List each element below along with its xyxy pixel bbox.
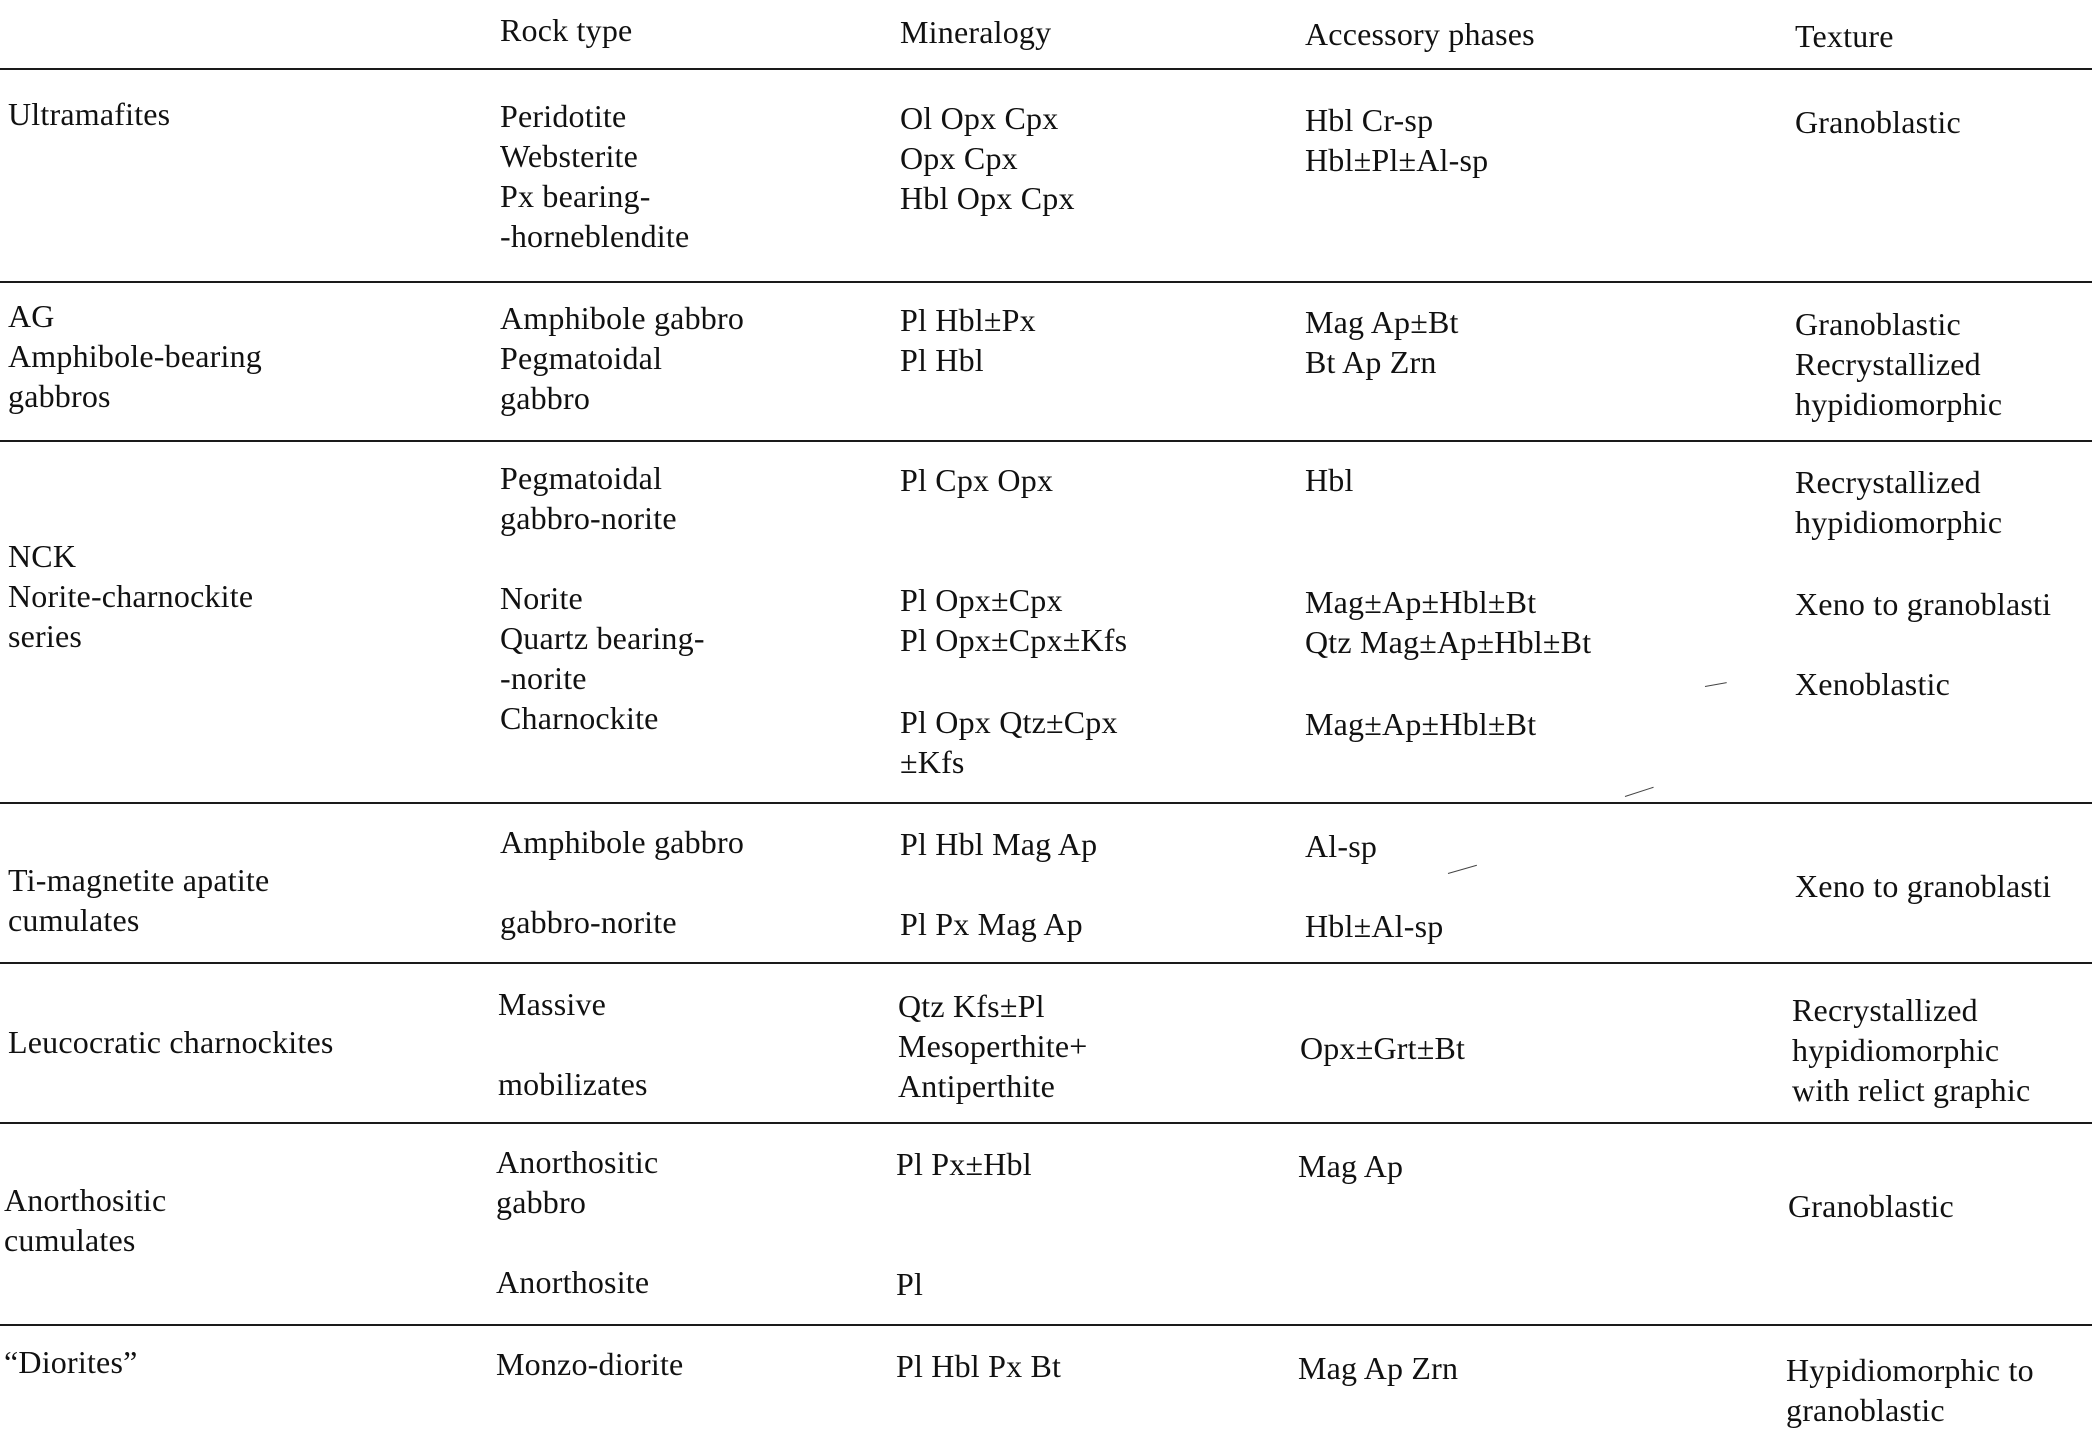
rock-type-cell: gabbro <box>496 1184 587 1220</box>
rock-type-cell: Monzo-diorite <box>496 1346 684 1382</box>
mineralogy-cell: Pl <box>896 1266 924 1302</box>
texture-cell: Xenoblastic <box>1795 666 1951 702</box>
mineralogy-cell: Pl Hbl Px Bt <box>896 1348 1062 1384</box>
texture-cell: granoblastic <box>1786 1392 1945 1428</box>
rock-type-cell: gabbro-norite <box>500 500 677 536</box>
rock-type-cell: Amphibole gabbro <box>500 300 745 336</box>
rock-type-cell: -horneblendite <box>500 218 690 254</box>
rock-type-cell: mobilizates <box>498 1066 648 1102</box>
accessory-cell: Mag±Ap±Hbl±Bt <box>1305 584 1537 620</box>
header-rock-type: Rock type <box>500 12 633 48</box>
header-accessory-phases: Accessory phases <box>1305 16 1535 52</box>
mineralogy-cell: Hbl Opx Cpx <box>900 180 1075 216</box>
rock-type-cell: Pegmatoidal <box>500 340 663 376</box>
texture-cell: with relict graphic <box>1792 1072 2031 1108</box>
accessory-cell: Bt Ap Zrn <box>1305 344 1437 380</box>
accessory-cell: Mag±Ap±Hbl±Bt <box>1305 706 1537 742</box>
scan-mark <box>1705 682 1727 687</box>
texture-cell: Granoblastic <box>1788 1188 1954 1224</box>
mineralogy-cell: Antiperthite <box>898 1068 1056 1104</box>
rock-type-cell: Charnockite <box>500 700 659 736</box>
group-label: series <box>8 618 83 654</box>
accessory-cell: Opx±Grt±Bt <box>1300 1030 1466 1066</box>
mineralogy-cell: Pl Px±Hbl <box>896 1146 1032 1182</box>
mineralogy-cell: Opx Cpx <box>900 140 1018 176</box>
rock-type-cell: Anorthositic <box>496 1144 659 1180</box>
group-label: cumulates <box>8 902 140 938</box>
texture-cell: Granoblastic <box>1795 104 1961 140</box>
accessory-cell: Mag Ap Zrn <box>1298 1350 1459 1386</box>
group-label: cumulates <box>4 1222 136 1258</box>
texture-cell: Recrystallized <box>1795 464 1981 500</box>
texture-cell: Xeno to granoblasti <box>1795 868 2052 904</box>
rock-type-cell: Massive <box>498 986 607 1022</box>
group-label: NCK <box>8 538 77 574</box>
group-label: Norite-charnockite <box>8 578 254 614</box>
mineralogy-cell: Ol Opx Cpx <box>900 100 1059 136</box>
group-label: Leucocratic charnockites <box>8 1024 334 1060</box>
accessory-cell: Mag Ap <box>1298 1148 1404 1184</box>
row-rule <box>0 1324 2092 1326</box>
accessory-cell: Hbl Cr-sp <box>1305 102 1434 138</box>
texture-cell: Xeno to granoblasti <box>1795 586 2052 622</box>
mineralogy-cell: Pl Opx±Cpx <box>900 582 1063 618</box>
rock-type-cell: Peridotite <box>500 98 627 134</box>
texture-cell: Recrystallized <box>1795 346 1981 382</box>
accessory-cell: Hbl±Pl±Al-sp <box>1305 142 1489 178</box>
accessory-cell: Hbl±Al-sp <box>1305 908 1444 944</box>
group-label: Ultramafites <box>8 96 171 132</box>
row-rule <box>0 962 2092 964</box>
rock-type-cell: Px bearing- <box>500 178 651 214</box>
row-rule <box>0 281 2092 283</box>
rock-type-cell: Norite <box>500 580 583 616</box>
row-rule <box>0 1122 2092 1124</box>
group-label: Ti-magnetite apatite <box>8 862 270 898</box>
group-label: gabbros <box>8 378 111 414</box>
scan-mark <box>1448 865 1477 874</box>
rock-type-cell: Anorthosite <box>496 1264 650 1300</box>
texture-cell: Hypidiomorphic to <box>1786 1352 2034 1388</box>
rock-type-cell: gabbro-norite <box>500 904 677 940</box>
scan-mark <box>1625 787 1654 797</box>
rock-type-cell: Amphibole gabbro <box>500 824 745 860</box>
mineralogy-cell: Mesoperthite+ <box>898 1028 1088 1064</box>
mineralogy-cell: Qtz Kfs±Pl <box>898 988 1045 1024</box>
accessory-cell: Mag Ap±Bt <box>1305 304 1459 340</box>
mineralogy-cell: Pl Hbl Mag Ap <box>900 826 1098 862</box>
mineralogy-cell: Pl Cpx Opx <box>900 462 1054 498</box>
header-mineralogy: Mineralogy <box>900 14 1052 50</box>
texture-cell: hypidiomorphic <box>1795 504 2003 540</box>
row-rule <box>0 440 2092 442</box>
group-label: Amphibole-bearing <box>8 338 262 374</box>
rock-type-cell: -norite <box>500 660 587 696</box>
row-rule <box>0 802 2092 804</box>
mineralogy-cell: Pl Px Mag Ap <box>900 906 1083 942</box>
group-label: “Diorites” <box>4 1344 138 1380</box>
accessory-cell: Hbl <box>1305 462 1354 498</box>
mineralogy-cell: Pl Hbl <box>900 342 984 378</box>
rock-type-cell: Quartz bearing- <box>500 620 705 656</box>
rock-type-cell: Websterite <box>500 138 639 174</box>
accessory-cell: Qtz Mag±Ap±Hbl±Bt <box>1305 624 1592 660</box>
group-label: Anorthositic <box>4 1182 167 1218</box>
mineralogy-cell: ±Kfs <box>900 744 965 780</box>
texture-cell: Recrystallized <box>1792 992 1978 1028</box>
accessory-cell: Al-sp <box>1305 828 1378 864</box>
rock-type-cell: gabbro <box>500 380 591 416</box>
texture-cell: hypidiomorphic <box>1792 1032 2000 1068</box>
header-texture: Texture <box>1795 18 1894 54</box>
mineralogy-cell: Pl Opx±Cpx±Kfs <box>900 622 1128 658</box>
texture-cell: hypidiomorphic <box>1795 386 2003 422</box>
texture-cell: Granoblastic <box>1795 306 1961 342</box>
header-rule <box>0 68 2092 70</box>
mineralogy-cell: Pl Hbl±Px <box>900 302 1036 338</box>
group-label: AG <box>8 298 55 334</box>
rock-type-cell: Pegmatoidal <box>500 460 663 496</box>
mineralogy-cell: Pl Opx Qtz±Cpx <box>900 704 1118 740</box>
